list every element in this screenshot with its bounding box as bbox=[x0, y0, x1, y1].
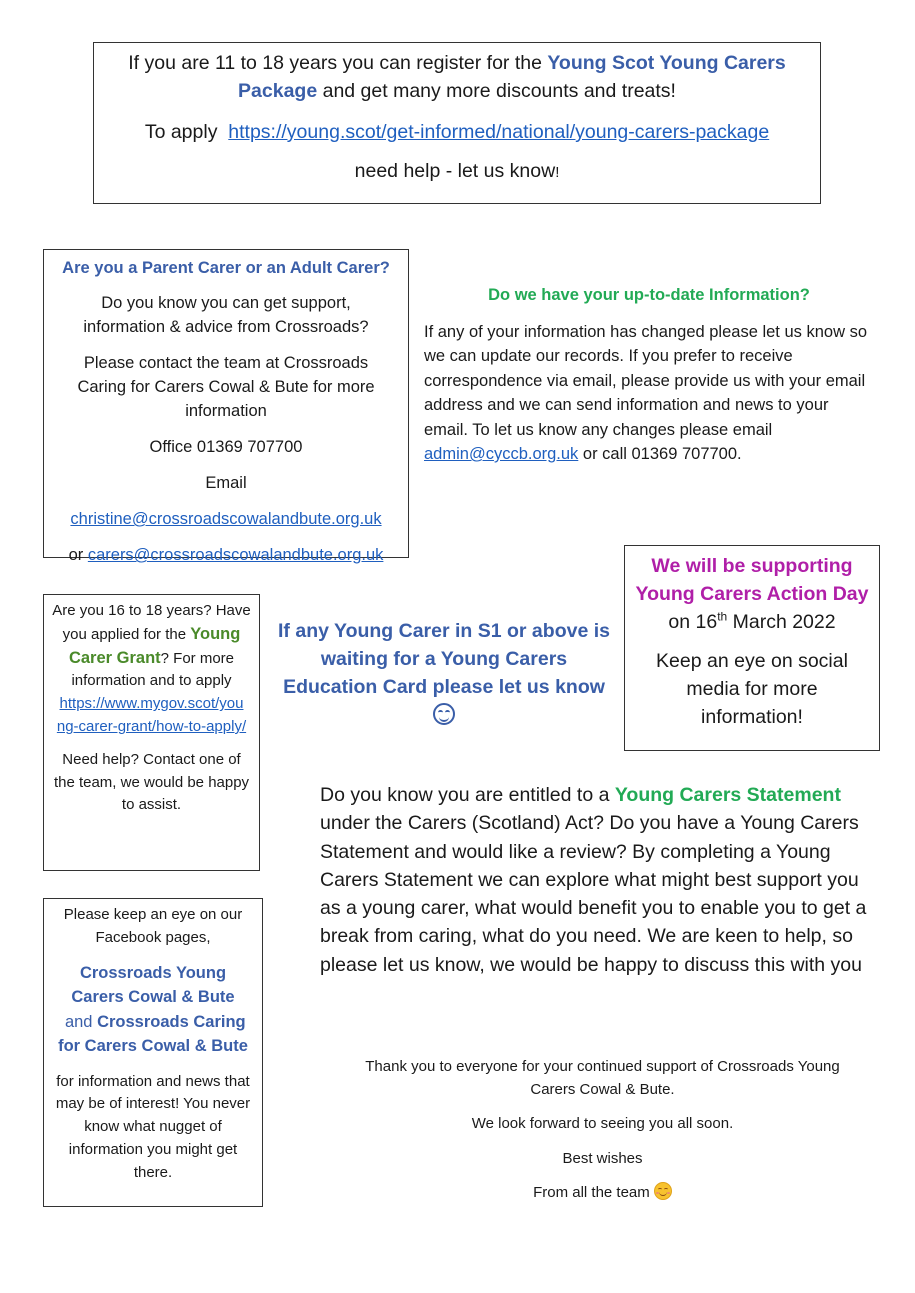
young-carer-grant-name: Young Carer Grant bbox=[68, 624, 241, 667]
young-scot-package-box bbox=[93, 42, 821, 204]
parent-carer-contact-text: Please contact the team at Crossroads Caring for Carers Cowal & Bute for more information bbox=[77, 354, 375, 420]
office-phone: Office 01369 707700 bbox=[149, 438, 303, 456]
facebook-page-young-carers: Crossroads Young Carers Cowal & Bute bbox=[71, 963, 235, 1007]
smiling-face-emoji-icon bbox=[654, 1182, 672, 1200]
grant-question-text: Are you 16 to 18 years? Have you applied for the bbox=[52, 602, 251, 643]
help-exclamation: ! bbox=[555, 164, 560, 181]
thank-you-text: Thank you to everyone for your continued support of Crossroads Young Carers Cowal & Bute. bbox=[365, 1058, 840, 1098]
young-carers-statement-name: Young Carers Statement bbox=[614, 784, 841, 806]
facebook-page-names bbox=[52, 961, 254, 1059]
statement-body: under the Carers (Scotland) Act? Do you have a Young Carers Statement and would like a review? By completing a Young Carers Statement we can explore what might best support you as a young carer, what would benefit you to enable you to get a break from caring, what do you need. We are keen to help, so please let us know, we would be happy to discuss this with you bbox=[320, 812, 867, 976]
education-card-text: If any Young Carer in S1 or above is waiting for a Young Carers Education Card please let us know bbox=[278, 620, 610, 698]
young-scot-intro-text: If you are 11 to 18 years you can register for the bbox=[128, 52, 548, 74]
email-label: Email bbox=[205, 474, 247, 492]
young-scot-intro-end: and get many more discounts and treats! bbox=[317, 80, 676, 102]
carers-email-link[interactable]: carers@crossroadscowalandbute.org.uk bbox=[87, 546, 384, 564]
facebook-intro: Please keep an eye on our Facebook pages, bbox=[63, 906, 243, 946]
up-to-date-info-body bbox=[424, 320, 874, 467]
facebook-info-text: for information and news that may be of interest! You never know what nugget of information you might get there. bbox=[55, 1072, 251, 1181]
action-day-announcement bbox=[625, 552, 879, 636]
info-body-end: or call 01369 707700. bbox=[578, 445, 742, 463]
statement-intro: Do you know you are entitled to a bbox=[320, 784, 615, 806]
action-day-social-text: Keep an eye on social media for more information! bbox=[656, 650, 848, 728]
apply-line bbox=[94, 118, 820, 146]
up-to-date-info-section bbox=[424, 283, 874, 467]
action-day-highlight: We will be supporting Young Carers Action Day bbox=[635, 555, 869, 605]
look-forward-text: We look forward to seeing you all soon. bbox=[471, 1115, 734, 1132]
help-line bbox=[94, 157, 820, 187]
from-team-text: From all the team bbox=[533, 1184, 654, 1201]
thank-you-section bbox=[340, 1056, 865, 1217]
action-day-date-suffix: th bbox=[717, 609, 728, 624]
young-scot-apply-link[interactable]: https://young.scot/get-informed/national/young-carers-package bbox=[228, 121, 770, 143]
best-wishes-text: Best wishes bbox=[562, 1149, 643, 1167]
help-text: need help - let us know bbox=[354, 160, 556, 182]
grant-question bbox=[52, 600, 251, 693]
parent-carer-title: Are you a Parent Carer or an Adult Carer? bbox=[62, 259, 390, 277]
facebook-pages-box bbox=[43, 898, 263, 1207]
action-day-date-month: March 2022 bbox=[727, 611, 836, 633]
action-day-date: on 16 bbox=[668, 611, 718, 633]
apply-label: To apply bbox=[144, 121, 229, 143]
parent-carer-box bbox=[43, 249, 409, 564]
parent-carer-question: Do you know you can get support, information & advice from Crossroads? bbox=[83, 294, 369, 336]
admin-email-link[interactable]: admin@cyccb.org.uk bbox=[424, 445, 579, 463]
facebook-page-caring-for-carers: Crossroads Caring for Carers Cowal & Bute bbox=[58, 1012, 248, 1056]
action-day-box bbox=[624, 545, 880, 751]
smiling-face-outline-icon bbox=[433, 703, 455, 725]
young-carer-grant-link[interactable]: https://www.mygov.scot/young-carer-grant/how-to-apply/ bbox=[56, 695, 247, 735]
email-block bbox=[44, 471, 408, 567]
facebook-and: and bbox=[60, 1012, 98, 1031]
from-team-line bbox=[340, 1182, 865, 1205]
or-label: or bbox=[68, 546, 88, 564]
christine-email-link[interactable]: christine@crossroadscowalandbute.org.uk bbox=[70, 510, 382, 528]
young-scot-intro bbox=[94, 49, 820, 105]
education-card-callout bbox=[278, 617, 610, 729]
young-scot-package-name: Young Scot Young Carers Package bbox=[238, 52, 786, 102]
info-body-text: If any of your information has changed please let us know so we can update our records. If you prefer to receive correspondence via email, please provide us with your email address and we can send information and news to your email. To let us know any changes please email bbox=[424, 322, 868, 439]
grant-help-text: Need help? Contact one of the team, we would be happy to assist. bbox=[53, 750, 250, 814]
grant-question-end: ? For more information and to apply bbox=[71, 649, 235, 690]
up-to-date-info-title: Do we have your up-to-date Information? bbox=[488, 286, 810, 304]
young-carer-grant-box bbox=[43, 594, 260, 871]
young-carers-statement-paragraph bbox=[320, 781, 880, 979]
